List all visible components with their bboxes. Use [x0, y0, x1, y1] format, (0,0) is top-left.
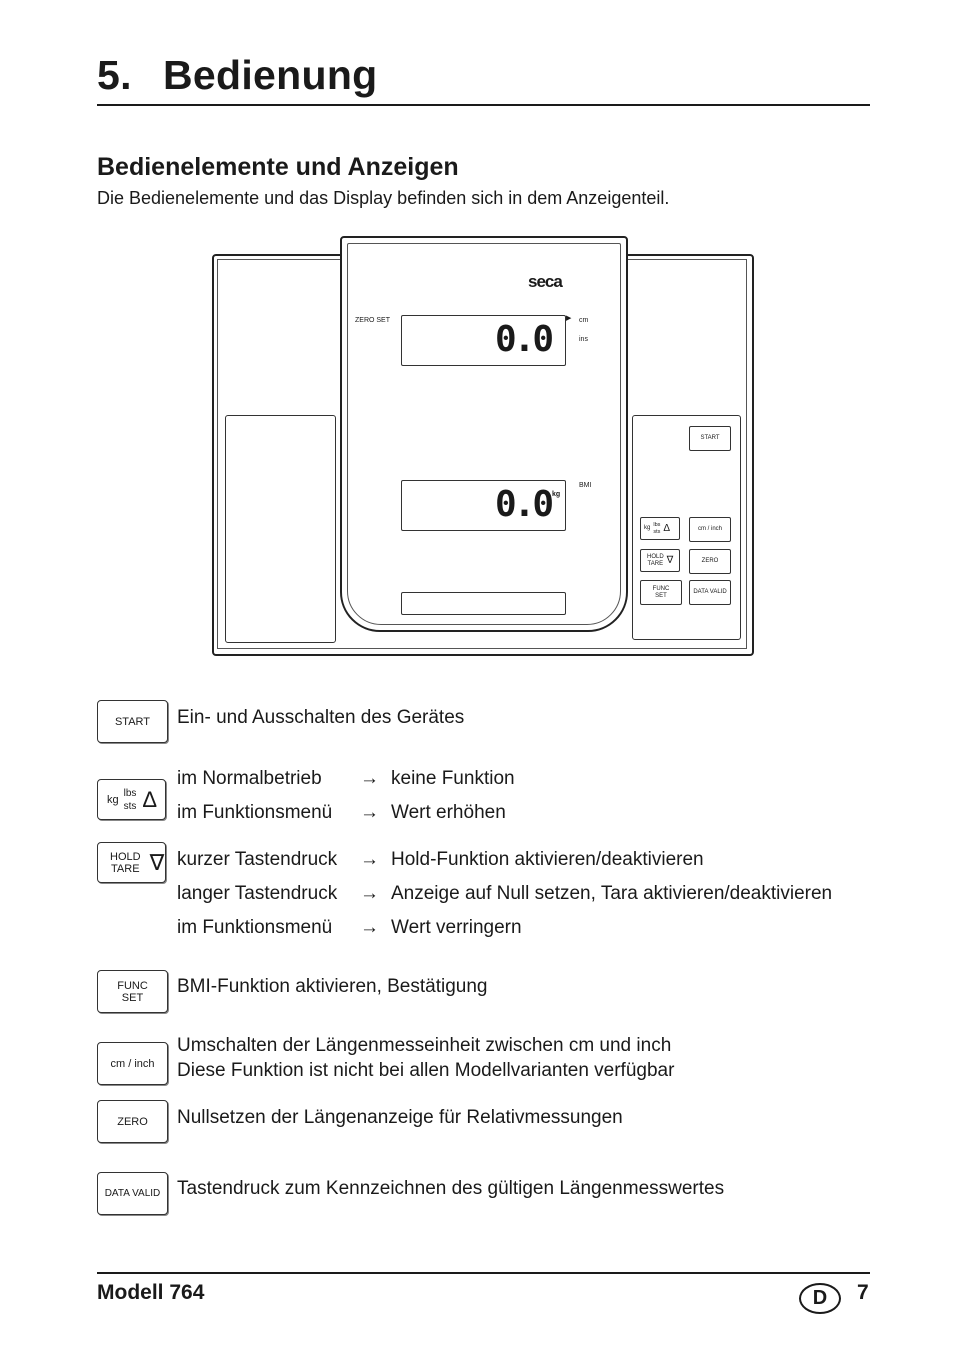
- device-set-label: SET: [655, 592, 667, 599]
- section-number: 5.: [97, 52, 132, 98]
- brand-logo: seca: [528, 272, 562, 291]
- device-cm-inch-key[interactable]: cm / inch: [689, 517, 731, 542]
- arrow-right-icon: →: [360, 802, 379, 823]
- hold-tare-result-1: Hold-Funktion aktivieren/deaktivieren: [391, 849, 704, 870]
- page-title: [97, 52, 378, 99]
- device-data-valid-key[interactable]: DATA VALID: [689, 580, 731, 605]
- language-badge: D: [799, 1283, 841, 1314]
- device-keypad: [632, 415, 741, 640]
- cm-inch-description-2: Diese Funktion ist nicht bei allen Modellvarianten verfügbar: [177, 1060, 675, 1081]
- unit-cm-label: cm: [579, 317, 589, 324]
- func-set-description: BMI-Funktion aktivieren, Bestätigung: [177, 976, 488, 997]
- page-number: 7: [857, 1281, 869, 1304]
- device-hold-tare-key[interactable]: [640, 549, 680, 572]
- device-tare-label: TARE: [647, 560, 664, 567]
- kg-lbs-result-2: Wert erhöhen: [391, 802, 506, 823]
- height-display: [401, 315, 566, 366]
- cm-inch-key: cm / inch: [97, 1042, 168, 1085]
- section-subtitle: Bedienelemente und Anzeigen: [97, 153, 459, 181]
- kg-lbs-result-1: keine Funktion: [391, 768, 515, 789]
- weight-display-value: 0.0: [494, 484, 551, 525]
- triangle-down-icon: ∇: [149, 849, 165, 875]
- kg-lbs-condition-1: im Normalbetrieb: [177, 768, 322, 789]
- lbs-label: lbs: [123, 787, 137, 799]
- zero-set-label: ZERO SET: [355, 317, 391, 324]
- unit-ins-label: ins: [579, 336, 588, 343]
- triangle-down-icon: ∇: [666, 555, 674, 566]
- device-kg-label: kg: [644, 525, 651, 531]
- device-func-set-key[interactable]: [640, 580, 682, 605]
- device-display-panel: [340, 236, 628, 632]
- height-display-value: 0.0: [494, 319, 551, 360]
- device-left-window: [225, 415, 336, 643]
- unit-kg-label: kg: [552, 491, 561, 498]
- unit-bmi-label: BMI: [579, 482, 592, 489]
- triangle-up-icon: Δ: [142, 786, 158, 812]
- arrow-right-icon: →: [360, 917, 379, 938]
- func-label: FUNC: [117, 979, 148, 992]
- hold-tare-result-2: Anzeige auf Null setzen, Tara aktivieren/deaktivieren: [391, 883, 833, 904]
- device-display-panel-inner: [347, 243, 621, 625]
- zero-key: ZERO: [97, 1100, 168, 1143]
- set-label: SET: [121, 991, 144, 1004]
- data-valid-key: DATA VALID: [97, 1172, 168, 1215]
- zero-description: Nullsetzen der Längenanzeige für Relativmessungen: [177, 1107, 623, 1128]
- kg-label: kg: [107, 793, 119, 806]
- device-sts-label: sts: [653, 528, 661, 535]
- header-rule: [97, 104, 870, 106]
- device-start-key[interactable]: START: [689, 426, 731, 451]
- arrow-right-icon: →: [360, 768, 379, 789]
- kg-lbs-key: [97, 779, 166, 820]
- arrow-right-icon: →: [360, 849, 379, 870]
- data-valid-description: Tastendruck zum Kennzeichnen des gültigen Längenmesswertes: [177, 1178, 725, 1199]
- section-title: Bedienung: [163, 52, 378, 98]
- device-hold-label: HOLD: [647, 553, 664, 560]
- triangle-indicator-icon: ▶: [566, 315, 572, 322]
- hold-tare-condition-2: langer Tastendruck: [177, 883, 338, 904]
- model-name: Modell 764: [97, 1281, 205, 1304]
- weight-display: [401, 480, 566, 531]
- arrow-right-icon: →: [360, 883, 379, 904]
- hold-label: HOLD: [110, 850, 141, 863]
- tare-label: TARE: [111, 862, 140, 875]
- device-illustration: [210, 234, 756, 658]
- device-zero-key[interactable]: ZERO: [689, 549, 731, 574]
- info-display: [401, 592, 566, 615]
- footer-rule: [97, 1272, 870, 1274]
- triangle-up-icon: Δ: [663, 523, 671, 534]
- intro-text: Die Bedienelemente und das Display befinden sich in dem Anzeigenteil.: [97, 188, 670, 208]
- device-func-label: FUNC: [652, 585, 670, 592]
- kg-lbs-condition-2: im Funktionsmenü: [177, 802, 333, 823]
- hold-tare-result-3: Wert verringern: [391, 917, 522, 938]
- func-set-key: [97, 970, 168, 1013]
- sts-label: sts: [123, 800, 137, 812]
- hold-tare-condition-1: kurzer Tastendruck: [177, 849, 338, 870]
- cm-inch-description-1: Umschalten der Längenmesseinheit zwischen cm und inch: [177, 1035, 672, 1056]
- device-kg-lbs-key[interactable]: [640, 517, 680, 540]
- start-description: Ein- und Ausschalten des Gerätes: [177, 707, 465, 728]
- start-key: START: [97, 700, 168, 743]
- hold-tare-key: [97, 842, 166, 883]
- hold-tare-condition-3: im Funktionsmenü: [177, 917, 333, 938]
- device-lbs-label: lbs: [653, 521, 661, 528]
